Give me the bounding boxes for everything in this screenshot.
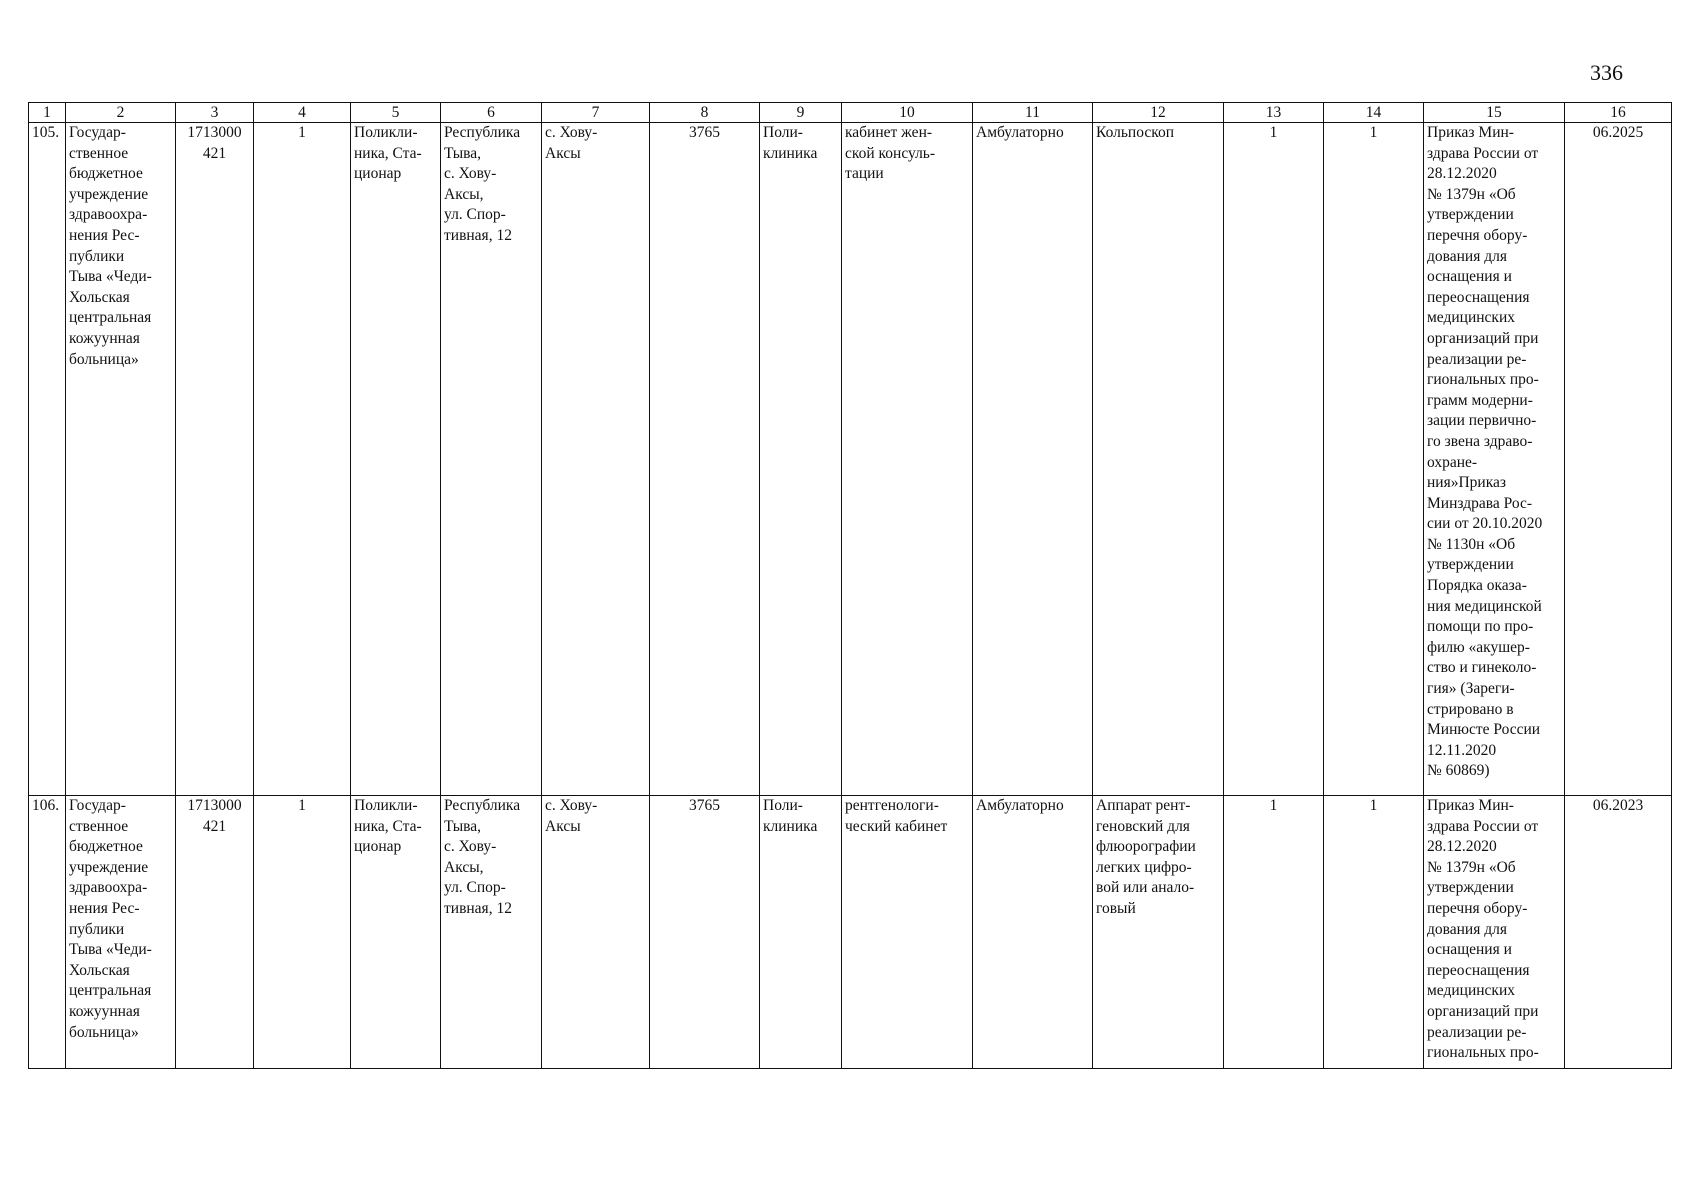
- facility-type-cell: Поликли- ника, Ста- ционар: [351, 123, 441, 796]
- equipment-cell: Кольпоскоп: [1093, 123, 1224, 796]
- row-number: 106.: [29, 796, 66, 1069]
- count-cell: 1: [1224, 123, 1324, 796]
- column-number: 16: [1565, 103, 1672, 123]
- count-cell: 1: [1224, 796, 1324, 1069]
- legal-basis-cell: Приказ Мин- здрава России от 28.12.2020 № 1379н «Об утверждении перечня обору- дования для оснащения и переоснащения медицинских организаций при реализации ре- гиональных про-: [1424, 796, 1565, 1069]
- room-cell: кабинет жен- ской консуль- тации: [842, 123, 973, 796]
- locality-cell: с. Хову- Аксы: [542, 796, 650, 1069]
- column-number: 14: [1324, 103, 1424, 123]
- column-number: 10: [842, 103, 973, 123]
- table-row: [29, 796, 1672, 1069]
- column-number: 3: [176, 103, 254, 123]
- column-number: 2: [66, 103, 176, 123]
- date-cell: 06.2025: [1565, 123, 1672, 796]
- count-cell: 1: [1324, 796, 1424, 1069]
- column-number: 7: [542, 103, 650, 123]
- column-number: 4: [254, 103, 351, 123]
- column-number-row: [29, 103, 1672, 123]
- column-number: 5: [351, 103, 441, 123]
- column-number: 12: [1093, 103, 1224, 123]
- column-number: 1: [29, 103, 66, 123]
- column-number: 11: [973, 103, 1093, 123]
- table-row: [29, 123, 1672, 796]
- column-number: 13: [1224, 103, 1324, 123]
- unit-cell: Поли- клиника: [760, 796, 842, 1069]
- locality-cell: с. Хову- Аксы: [542, 123, 650, 796]
- date-cell: 06.2023: [1565, 796, 1672, 1069]
- column-number: 8: [650, 103, 760, 123]
- page-number: 336: [1590, 60, 1623, 85]
- organization-cell: Государ- ственное бюджетное учреждение здравоохра- нения Рес- публики Тыва «Чеди- Хольская центральная кожуунная больница»: [66, 796, 176, 1069]
- unit-cell: Поли- клиника: [760, 123, 842, 796]
- care-form-cell: Амбулаторно: [973, 796, 1093, 1069]
- quantity-cell: 1: [254, 796, 351, 1069]
- facility-type-cell: Поликли- ника, Ста- ционар: [351, 796, 441, 1069]
- address-cell: Республика Тыва, с. Хову- Аксы, ул. Спор- тивная, 12: [441, 796, 542, 1069]
- population-cell: 3765: [650, 123, 760, 796]
- column-number: 6: [441, 103, 542, 123]
- code-cell: 1713000 421: [176, 123, 254, 796]
- count-cell: 1: [1324, 123, 1424, 796]
- column-number: 9: [760, 103, 842, 123]
- population-cell: 3765: [650, 796, 760, 1069]
- care-form-cell: Амбулаторно: [973, 123, 1093, 796]
- equipment-cell: Аппарат рент- геновский для флюорографии легких цифро- вой или анало- говый: [1093, 796, 1224, 1069]
- legal-basis-cell: Приказ Мин- здрава России от 28.12.2020 № 1379н «Об утверждении перечня обору- дования для оснащения и переоснащения медицинских организаций при реализации ре- гиональных про- грамм модерни- зации первично- го звена здраво- охране- ния»Приказ Минздрава Рос- сии от 20.10.2020 № 1130н «Об утверждении Порядка оказа- ния медицинской помощи по про- филю «акушер- ство и гинеколо- гия» (Зареги- стрировано в Минюсте России 12.11.2020 № 60869): [1424, 123, 1565, 796]
- code-cell: 1713000 421: [176, 796, 254, 1069]
- organization-cell: Государ- ственное бюджетное учреждение здравоохра- нения Рес- публики Тыва «Чеди- Хольская центральная кожуунная больница»: [66, 123, 176, 796]
- equipment-registry-table: [28, 102, 1672, 1069]
- quantity-cell: 1: [254, 123, 351, 796]
- room-cell: рентгенологи- ческий кабинет: [842, 796, 973, 1069]
- address-cell: Республика Тыва, с. Хову- Аксы, ул. Спор- тивная, 12: [441, 123, 542, 796]
- row-number: 105.: [29, 123, 66, 796]
- column-number: 15: [1424, 103, 1565, 123]
